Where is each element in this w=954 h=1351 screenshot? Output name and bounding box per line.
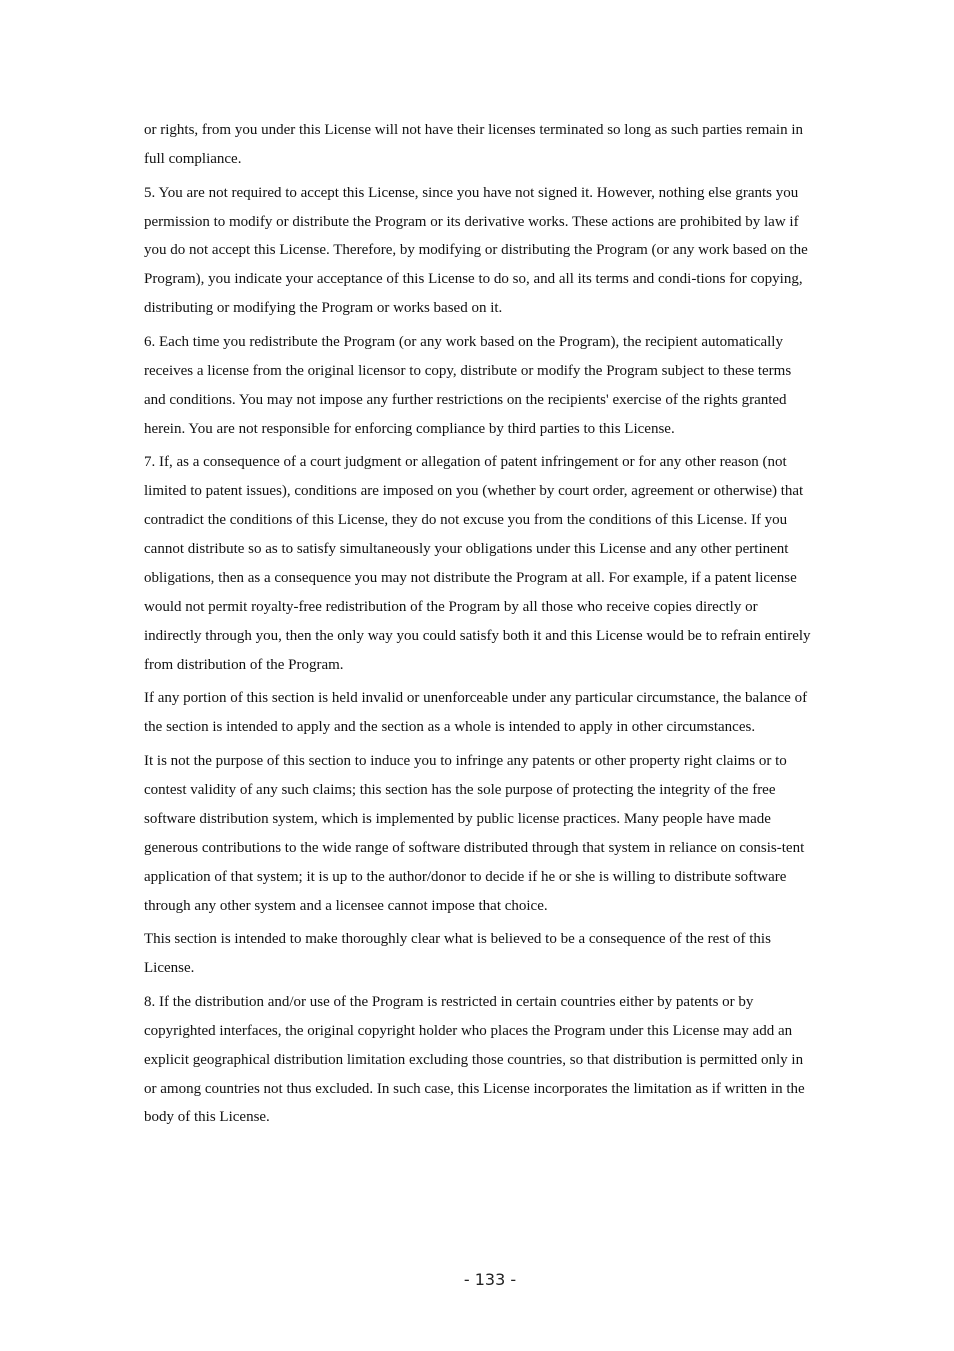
license-text-body <box>144 116 812 1137</box>
paragraph-section-7-invalid-portion: If any portion of this section is held invalid or unenforceable under any particular circumstance, the balance of the section is intended to apply and the section as a whole is intended to apply in other circumstances. <box>144 690 808 736</box>
paragraph-section-5: 5. You are not required to accept this License, since you have not signed it. However, nothing else grants you permission to modify or distribute the Program or its derivative works. These actions are prohibited by law if you do not accept this License. Therefore, by modifying or distributing the Program (or any work based on the Program), you indicate your acceptance of this License to do so, and all its terms and condi-tions for copying, distributing or modifying the Program or works based on it. <box>144 184 808 317</box>
paragraph-section-8: 8. If the distribution and/or use of the Program is restricted in certain countries either by patents or by copyrighted interfaces, the original copyright holder who places the Program under this License may add an explicit geographical distribution limitation excluding those countries, so that distribution is permitted only in or among countries not thus excluded. In such case, this License incorporates the limitation as if written in the body of this License. <box>144 993 805 1126</box>
paragraph-section-6: 6. Each time you redistribute the Program (or any work based on the Program), the recipient automatically receives a license from the original licensor to copy, distribute or modify the Program subject to these terms and conditions. You may not impose any further restrictions on the recipients' exercise of the rights granted herein. You are not responsible for enforcing compliance by third parties to this License. <box>144 333 792 437</box>
page-number: - 133 - <box>463 1270 517 1289</box>
paragraph-continuation: or rights, from you under this License will not have their licenses terminated so long as such parties remain in full compliance. <box>144 122 804 167</box>
paragraph-section-7-purpose: It is not the purpose of this section to induce you to infringe any patents or other property right claims or to contest validity of any such claims; this section has the sole purpose of protecting the integrity of the free software distribution system, which is implemented by public license practices. Many people have made generous contributions to the wide range of software distributed through that system in reliance on consis-tent application of that system; it is up to the author/donor to decide if he or she is willing to distribute software through any other system and a licensee cannot impose that choice. <box>144 753 805 914</box>
paragraph-section-7-clarification: This section is intended to make thoroughly clear what is believed to be a consequence of the rest of this License. <box>144 931 771 977</box>
paragraph-section-7: 7. If, as a consequence of a court judgment or allegation of patent infringement or for any other reason (not limited to patent issues), conditions are imposed on you (whether by court order, agreement or otherwise) that contradict the conditions of this License, they do not excuse you from the conditions of this License. If you cannot distribute so as to satisfy simultaneously your obligations under this License and any other pertinent obligations, then as a consequence you may not distribute the Program at all. For example, if a patent license would not permit royalty-free redistribution of the Program by all those who receive copies directly or indirectly through you, then the only way you could satisfy both it and this License would be to refrain entirely from distribution of the Program. <box>144 454 811 673</box>
